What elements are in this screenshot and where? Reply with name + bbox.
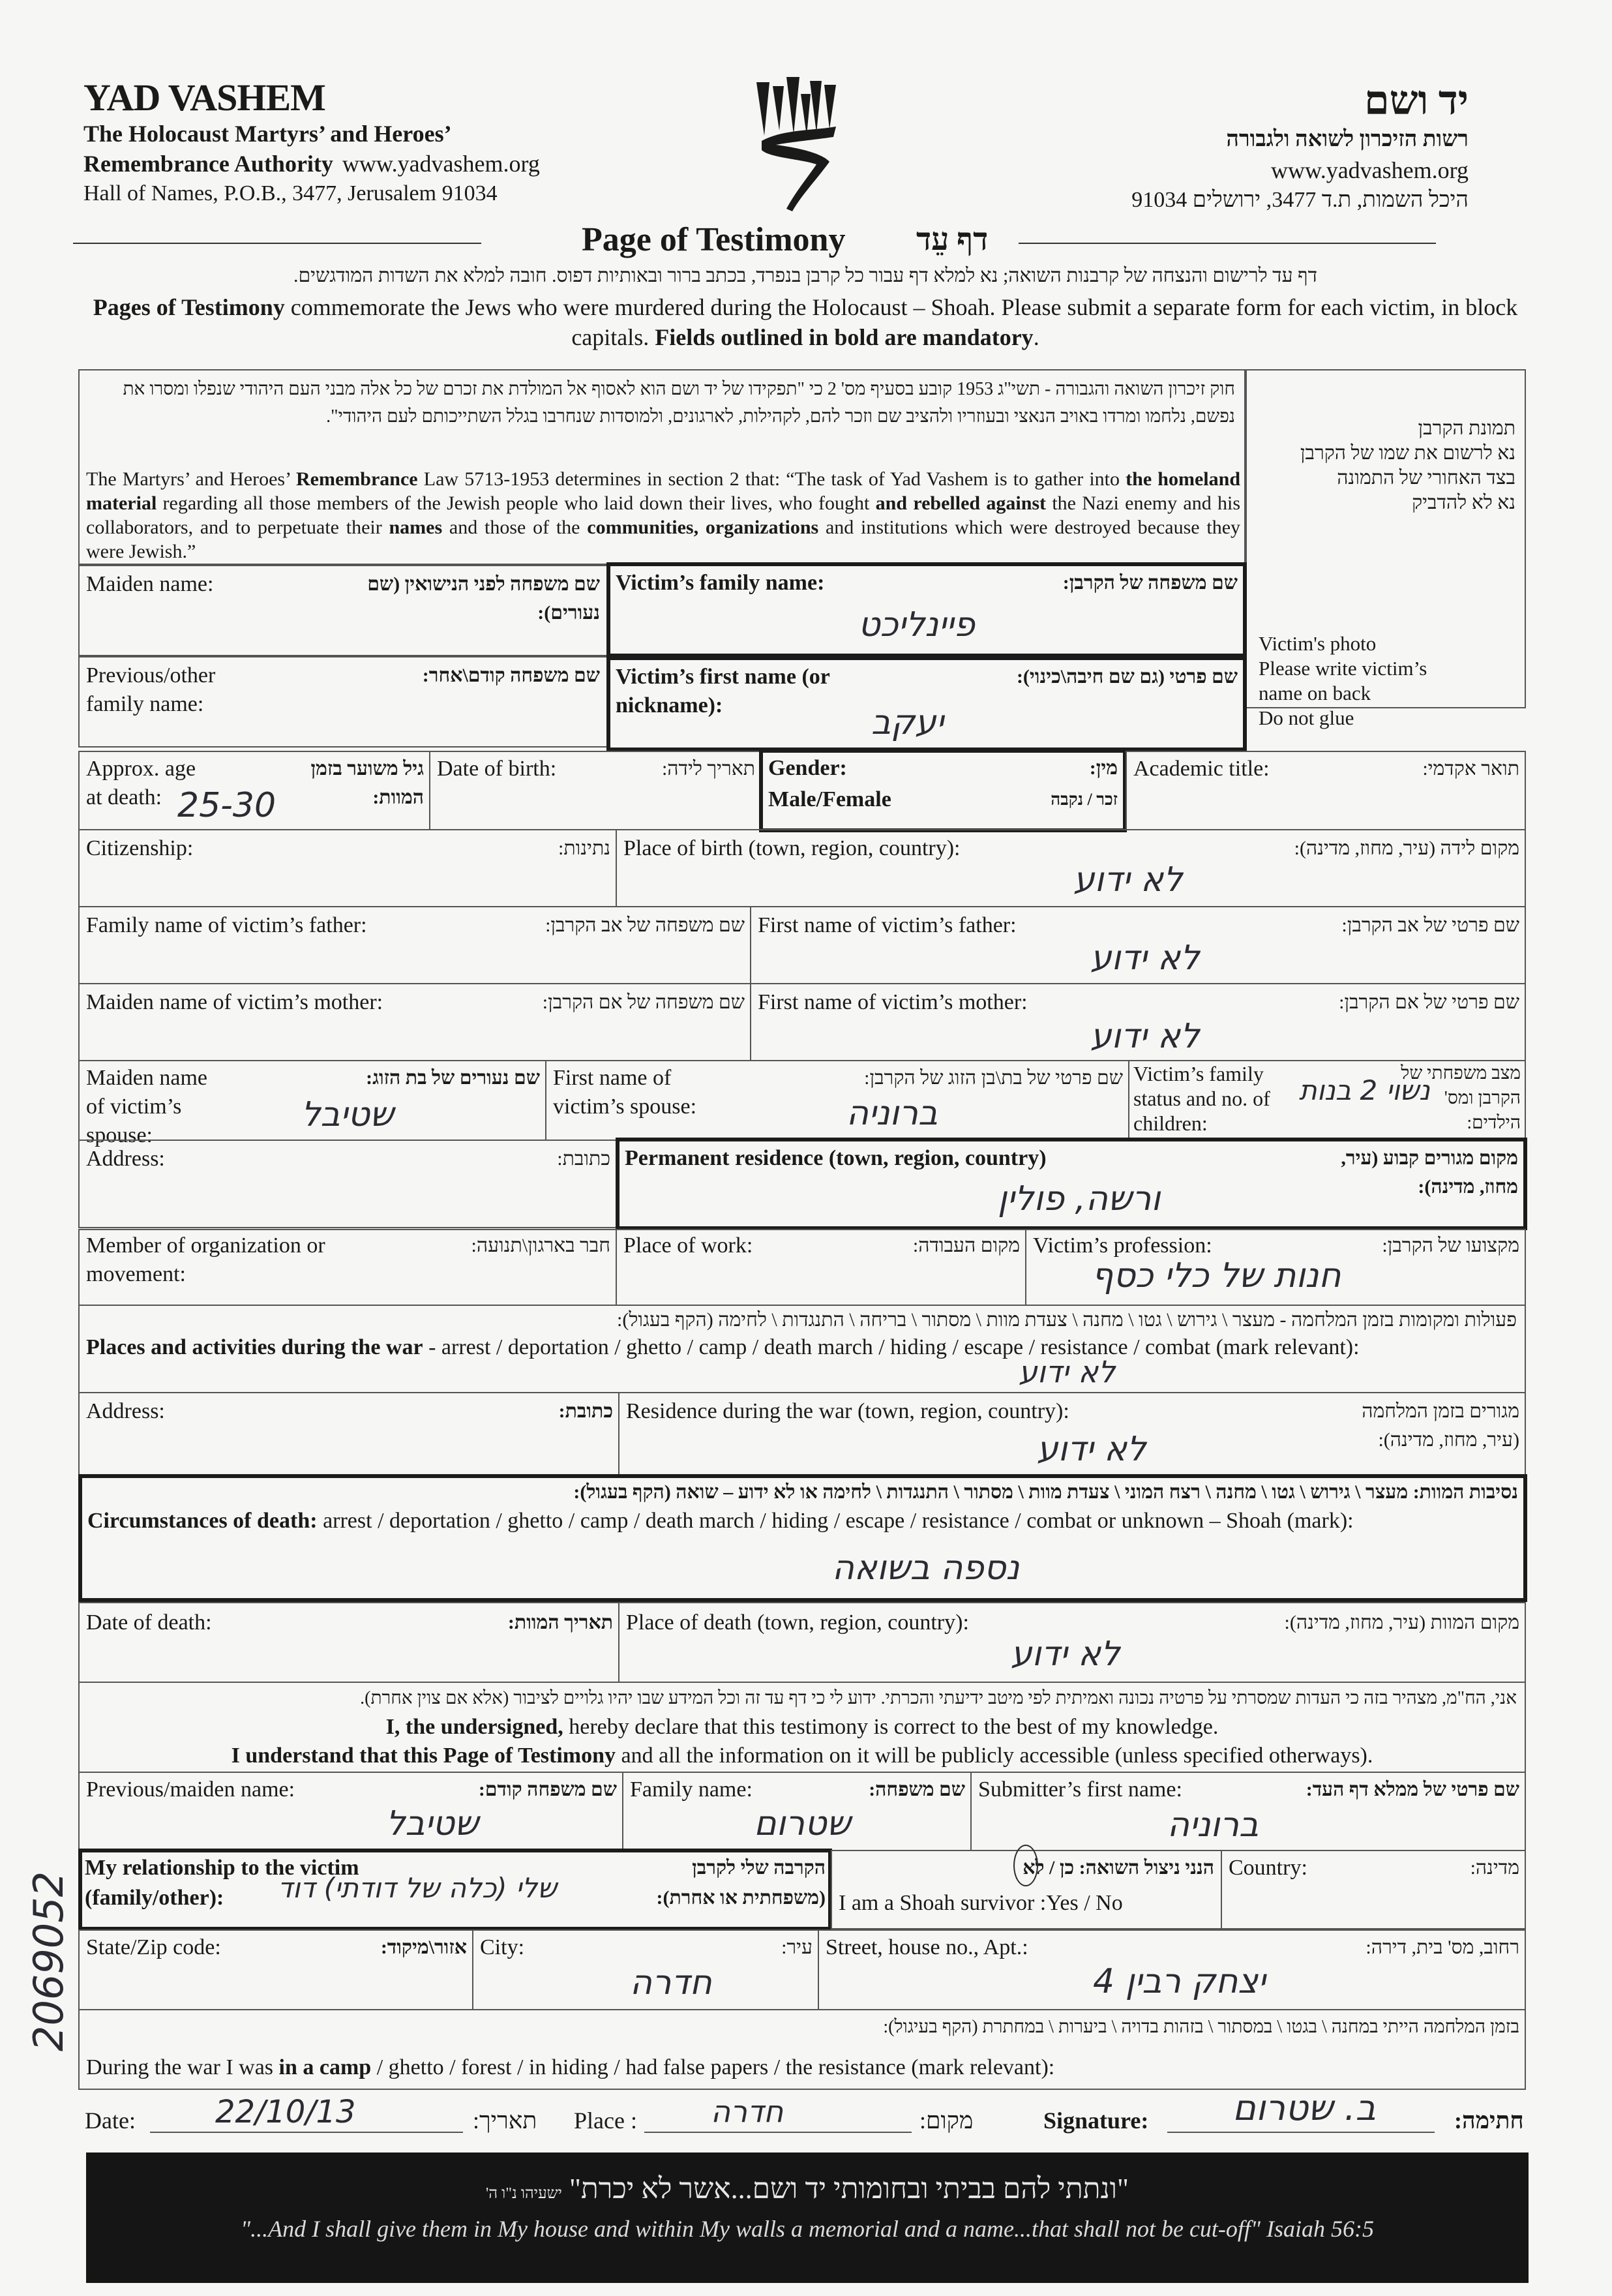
street-field[interactable]: Street, house no., Apt.: רחוב, מס' בית, דירה: יצחק רבין 4 <box>818 1929 1526 2010</box>
zip-code-field[interactable]: State/Zip code: אזור\מיקוד: <box>78 1929 473 2010</box>
spouse-maiden-name-value: שטיבל <box>301 1095 394 1134</box>
photo-instructions-en: Victim's photo Please write victim’s name on back Do not glue <box>1259 632 1427 729</box>
date-value: 22/10/13 <box>215 2094 356 2130</box>
mother-first-name-field[interactable]: First name of victim’s mother: שם פרטי של אם הקרבן: לא ידוע <box>750 983 1526 1061</box>
date-label-he: תאריך: <box>473 2107 537 2134</box>
org-subtitle-he: רשות הזיכרון לשואה ולגבורה <box>1226 127 1469 151</box>
victim-family-name-value: פיינליכט <box>858 605 975 644</box>
header-rule-right <box>1019 243 1436 244</box>
intro-en-end: . <box>1033 324 1039 350</box>
submitter-family-name-field[interactable]: Family name: שם משפחה: שטרום <box>622 1772 972 1851</box>
residence-war-value: לא ידוע <box>1037 1430 1146 1469</box>
place-of-birth-field[interactable]: Place of birth (town, region, country): מקום לידה (עיר, מחוז, מדינה): לא ידוע <box>616 829 1526 907</box>
circumstances-label: arrest / deportation / ghetto / camp / death march / hiding / escape / resistance / combat or unknown – Shoah (mark): <box>317 1509 1354 1533</box>
street-value: יצחק רבין 4 <box>1093 1962 1266 2001</box>
place-of-death-field[interactable]: Place of death (town, region, country): מקום המוות (עיר, מחוז, מדינה): לא ידוע <box>618 1602 1526 1683</box>
org-name-en: YAD VASHEM <box>83 76 325 119</box>
header-english <box>83 77 540 209</box>
academic-title-field[interactable]: Academic title: תואר אקדמי: <box>1126 751 1526 830</box>
circumstances-value: נספה בשואה <box>832 1548 1020 1588</box>
father-family-name-field[interactable]: Family name of victim’s father: שם משפחה של אב הקרבן: <box>78 906 751 984</box>
signature-value: ב. שטרום <box>1232 2087 1376 2128</box>
org-name-he: יד ושם <box>1364 79 1469 123</box>
website-link-he-side[interactable]: www.yadvashem.org <box>1271 157 1469 183</box>
address-he: היכל השמות, ת.ד 3477, ירושלים 91034 <box>1131 188 1469 212</box>
submitter-previous-name-value: שטיבל <box>386 1804 479 1843</box>
place-label: Place : <box>574 2107 637 2134</box>
approx-age-field[interactable]: Approx. age at death: גיל משוער בזמן המוות: 25-30 <box>78 751 430 830</box>
date-of-birth-field[interactable]: Date of birth: תאריך לידה: <box>429 751 762 830</box>
submitter-previous-name-field[interactable]: Previous/maiden name: שם משפחה קודם: שטיבל <box>78 1772 623 1851</box>
intro-en-bold-1: Pages of Testimony <box>93 294 285 320</box>
approx-age-value: 25-30 <box>177 786 276 825</box>
intro-en-bold-2: Fields outlined in bold are mandatory <box>655 324 1034 350</box>
circumstances-label-bold: Circumstances of death: <box>87 1509 318 1533</box>
declaration-bold-2: I understand that this Page of Testimony <box>231 1744 616 1768</box>
date-line[interactable] <box>150 2132 463 2133</box>
page-title-en: Page of Testimony <box>582 221 846 258</box>
website-link[interactable]: www.yadvashem.org <box>342 151 540 177</box>
during-war-label-1: During the war I was <box>86 2055 279 2079</box>
profession-field[interactable]: Victim’s profession: מקצועו של הקרבן: חנות של כלי כסף <box>1025 1229 1526 1306</box>
during-war-label-2: / ghetto / forest / in hiding / had false papers / the resistance (mark relevant): <box>371 2055 1055 2079</box>
address-en: Hall of Names, P.O.B., 3477, Jerusalem 91034 <box>83 181 498 205</box>
spouse-first-name-field[interactable]: First name of victim’s spouse: שם פרטי של בת\בן הזוג של הקרבן: ברוניה <box>545 1060 1129 1141</box>
place-value: חדרה <box>711 2094 784 2129</box>
father-first-name-field[interactable]: First name of victim’s father: שם פרטי של אב הקרבן: לא ידוע <box>750 906 1526 984</box>
places-activities-label: - arrest / deportation / ghetto / camp / death march / hiding / escape / resistance / combat (mark relevant): <box>423 1335 1360 1359</box>
survivor-yes-circle-mark <box>1013 1845 1038 1886</box>
city-value: חדרה <box>630 1963 712 2002</box>
date-label: Date: <box>85 2107 136 2134</box>
submitter-first-name-value: ברוניה <box>1167 1805 1259 1845</box>
logo-flames <box>756 77 836 136</box>
places-activities-label-bold: Places and activities during the war <box>86 1335 423 1359</box>
shoah-survivor-field[interactable]: הנני ניצול השואה: כן / לא I am a Shoah survivor :Yes / No <box>831 1850 1222 1929</box>
signature-label: Signature: <box>1043 2107 1149 2134</box>
places-activities-field[interactable]: פעולות ומקומות בזמן המלחמה - מעצר \ גירוש \ גטו \ מחנה \ צעדת מוות \ מסתור \ בריחה \ התנגדות \ לחימה (הקף בעגול): Places and activities during the war - arrest / deportation / ghetto / camp / death march / hiding / escape / resistance / combat (mark relevant): לא ידוע <box>78 1305 1526 1393</box>
submitter-first-name-field[interactable]: Submitter’s first name: שם פרטי של ממלא דף העד: ברוניה <box>970 1772 1526 1851</box>
relationship-to-victim-field[interactable]: My relationship to the victim (family/other): הקרבה שלי לקרבן (משפחתית או אחרת): שלי (כלה של דודתי) דוד <box>78 1849 832 1931</box>
address-field-1[interactable]: Address: כתובת: <box>78 1140 617 1228</box>
citizenship-field[interactable]: Citizenship: נתינות: <box>78 829 617 907</box>
family-status-value: נשוי 2 בנות <box>1299 1074 1430 1106</box>
victim-family-name-field[interactable]: Victim’s family name: שם משפחה של הקרבן: פיינליכט <box>606 562 1247 657</box>
logo-stem <box>762 127 836 211</box>
permanent-residence-value: ורשה, פולין <box>998 1179 1161 1218</box>
photo-instructions-he: תמונת הקרבן נא לרשום את שמו של הקרבן בצד האחורי של התמונה נא לא להדביק <box>1300 417 1515 513</box>
signoff-row <box>85 2087 1532 2152</box>
header-rule-left <box>73 243 481 244</box>
family-status-field[interactable]: Victim’s family status and no. of children: מצב משפחתי של הקרבן ומס' הילדים: נשוי 2 בנות <box>1128 1060 1526 1141</box>
previous-family-name-field[interactable]: Previous/other family name: שם משפחה קודם\אחר: <box>78 656 608 748</box>
gender-field[interactable]: Gender: Male/Female מין: זכר / נקבה <box>759 749 1127 832</box>
declaration-bold: I, the undersigned, <box>385 1715 563 1739</box>
victim-photo-box[interactable] <box>1246 369 1526 729</box>
place-line[interactable] <box>644 2132 912 2133</box>
org-subtitle-en-2: Remembrance Authority <box>83 151 333 177</box>
mother-first-name-value: לא ידוע <box>1090 1017 1200 1056</box>
profession-value: חנות של כלי כסף <box>1092 1256 1341 1295</box>
maiden-name-field[interactable]: Maiden name: שם משפחה לפני הנישואין (שם נעורים): <box>78 565 608 656</box>
signature-line[interactable] <box>1167 2132 1435 2133</box>
declaration-text-2: and all the information on it will be publicly accessible (unless specified otherways). <box>616 1744 1373 1768</box>
place-label-he: מקום: <box>919 2107 974 2134</box>
mother-maiden-name-field[interactable]: Maiden name of victim’s mother: שם משפחה של אם הקרבן: <box>78 983 751 1061</box>
intro-en-text-1: commemorate the Jews who were murdered during the Holocaust – Shoah. Please submit a separate form for each victim, in block capitals. <box>284 294 1518 350</box>
permanent-residence-field[interactable]: Permanent residence (town, region, country) מקום מגורים קבוע (עיר, מחוז, מדינה): ורשה, פולין <box>616 1138 1527 1230</box>
circumstances-of-death-field[interactable]: נסיבות המוות: מעצר \ גירוש \ גטו \ מחנה \ רצח המוני \ צעדת מוות \ מסתור \ התנגדות \ לחימה או לא ידוע – שואה (הקף בעגול): Circumstances of death: arrest / deportation / ghetto / camp / death march / hiding / escape / resistance / combat or unknown – Shoah (mark): נספה בשואה <box>78 1474 1527 1602</box>
declaration-box: אני, הח"מ, מצהיר בזה כי העדות שמסרתי על פרטיה נכונה ואמיתית לפי מיטב ידיעתי והכרתי. ידוע לי כי דף עד זה וכל המידע שבו יהיו גלויים לציבור (אלא אם צוין אחרת). I, the undersigned, hereby declare that this testimony is correct to the best of my knowledge. I understand that this Page of Testimony and all the information on it will be publicly accessible (unless specified otherways). <box>78 1682 1526 1773</box>
place-of-death-value: לא ידוע <box>1011 1635 1120 1674</box>
country-field[interactable]: Country: מדינה: <box>1221 1850 1526 1929</box>
during-war-field[interactable]: בזמן המלחמה הייתי במחנה \ בגטו \ במסתור \ בזהות בדויה \ ביערות \ במחתרת (הקף בעיגול): During the war I was in a camp / ghetto / forest / in hiding / had false papers / the resistance (mark relevant): <box>78 2009 1526 2090</box>
banner-quote-he: "ונתתי להם בביתי ובחומותי יד ושם...אשר לא יכרת" ישעיהו נ"ו ה' <box>485 2173 1129 2205</box>
org-subtitle-en: The Holocaust Martyrs’ and Heroes’ <box>83 121 452 147</box>
banner-quote-en: "...And I shall give them in My house and within My walls a memorial and a name...that shall not be cut-off" Isaiah 56:5 <box>240 2216 1375 2242</box>
father-first-name-value: לא ידוע <box>1090 939 1200 978</box>
header-hebrew <box>1131 78 1469 215</box>
address-field-2[interactable]: Address: כתובת: <box>78 1392 619 1477</box>
signature-label-he: חתימה: <box>1454 2107 1524 2134</box>
intro-en <box>72 292 1539 352</box>
victim-first-name-field[interactable]: Victim’s first name (or nickname): שם פרטי (גם שם חיבה\כינוי): יעקב <box>606 656 1247 751</box>
place-of-birth-value: לא ידוע <box>1073 860 1183 899</box>
declaration-text-1: hereby declare that this testimony is correct to the best of my knowledge. <box>563 1715 1219 1739</box>
victim-first-name-value: יעקב <box>871 703 944 742</box>
place-of-work-field[interactable]: Place of work: מקום העבודה: <box>616 1229 1026 1306</box>
law-statement <box>78 369 1246 565</box>
law-text-en: The Martyrs’ and Heroes’ Remembrance Law 5713-1953 determines in section 2 that: “The task of Yad Vashem is to gather into the homeland material regarding all those members of the Jewish people who laid down their lives, who fought and rebelled against the Nazi enemy and his collaborators, and to perpetuate their names and those of the communities, organizations and institutions which were destroyed because they were Jewish.” <box>86 468 1241 562</box>
spouse-maiden-name-field[interactable]: Maiden name of victim’s spouse: שם נעורים של בת הזוג: שטיבל <box>78 1060 546 1141</box>
residence-war-field[interactable]: Residence during the war (town, region, country): מגורים בזמן המלחמה (עיר, מחוז, מדינה): לא ידוע <box>618 1392 1526 1477</box>
page-title-he: דף עֵד <box>916 222 989 257</box>
isaiah-quote-banner <box>86 2152 1529 2283</box>
during-war-label-bold: in a camp <box>278 2055 372 2079</box>
spouse-first-name-value: ברוניה <box>846 1094 938 1133</box>
submitter-family-name-value: שטרום <box>754 1804 851 1843</box>
margin-reference-number: 2069052 <box>25 1871 72 2051</box>
places-activities-value: לא ידוע <box>1019 1354 1116 1389</box>
organization-field[interactable]: Member of organization or movement: חבר בארגון\תנועה: <box>78 1229 617 1306</box>
intro-he: דף עד לרישום והנצחה של קרבנות השואה; נא למלא דף עבור כל קרבן בנפרד, בכתב ברור ובאותיות דפוס. חובה למלא את השדות המודגשים. <box>293 265 1318 286</box>
city-field[interactable]: City: עיר: חדרה <box>472 1929 819 2010</box>
date-of-death-field[interactable]: Date of death: תאריך המוות: <box>78 1602 619 1683</box>
yad-vashem-menorah-logo-icon <box>756 77 841 214</box>
relationship-value: שלי (כלה של דודתי) דוד <box>278 1872 557 1904</box>
law-text-he: חוק זיכרון השואה והגבורה - תשי"ג 1953 קובע בסעיף מס' 2 כי "תפקידו של יד ושם הוא לאסוף אל המולדת את זכרם של כל אלה מבני העם היהודי שנפלו ומסרו את נפשם, נלחמו ומרדו באויב הנאצי ובעוזריו ולהציב שם וזכר להם, לקהילות, לארגונים, ולמוסדות שנחרבו בגלל השתייכותם לעם היהודי". <box>123 379 1235 427</box>
